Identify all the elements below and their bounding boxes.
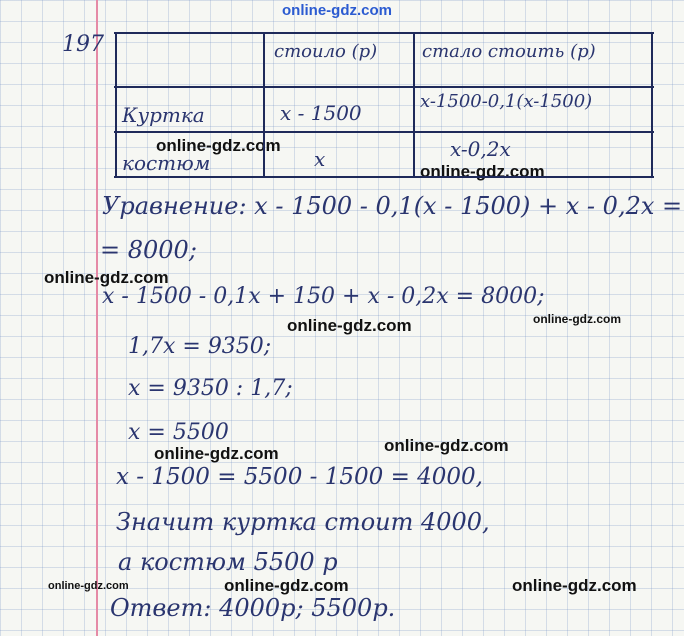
watermark: online-gdz.com (224, 576, 349, 595)
watermark: online-gdz.com (154, 444, 279, 463)
watermark: online-gdz.com (420, 162, 545, 181)
jacket-price-calc: x - 1500 = 5500 - 1500 = 4000, (116, 464, 483, 490)
division-line: x = 9350 : 1,7; (128, 376, 293, 401)
equation-line: Уравнение: x - 1500 - 0,1(x - 1500) + x - 0,2x = (102, 192, 683, 220)
expanded-line: x - 1500 - 0,1x + 150 + x - 0,2x = 8000; (102, 284, 545, 309)
table-row-jacket-new: x-1500-0,1(x-1500) (420, 91, 593, 112)
watermark: online-gdz.com (533, 312, 621, 326)
conclusion-line-cont: а костюм 5500 р (118, 548, 338, 576)
table-row-jacket-label: Куртка (122, 103, 205, 127)
conclusion-line: Значит куртка стоит 4000, (116, 508, 490, 536)
table-row-suit-old: x (314, 147, 326, 171)
watermark: online-gdz.com (156, 136, 281, 155)
simplified-line: 1,7x = 9350; (128, 334, 272, 359)
table-row-suit-new: x-0,2x (450, 137, 511, 161)
watermark-top: online-gdz.com (282, 2, 392, 19)
watermark: online-gdz.com (48, 580, 129, 592)
watermark: online-gdz.com (44, 268, 169, 287)
equation-line-cont: = 8000; (100, 236, 197, 264)
table-row-suit-label: костюм (122, 151, 211, 175)
solution-x: x = 5500 (128, 420, 229, 445)
watermark: online-gdz.com (512, 576, 637, 595)
watermark: online-gdz.com (287, 316, 412, 335)
table-header-old-price: стоило (р) (274, 41, 378, 62)
margin-line (96, 0, 98, 636)
table-row-jacket-old: x - 1500 (280, 101, 362, 125)
table-header-new-price: стало стоить (р) (422, 41, 596, 62)
problem-number: 197 (62, 32, 104, 57)
watermark: online-gdz.com (384, 436, 509, 455)
answer-line: Ответ: 4000р; 5500р. (110, 594, 396, 622)
